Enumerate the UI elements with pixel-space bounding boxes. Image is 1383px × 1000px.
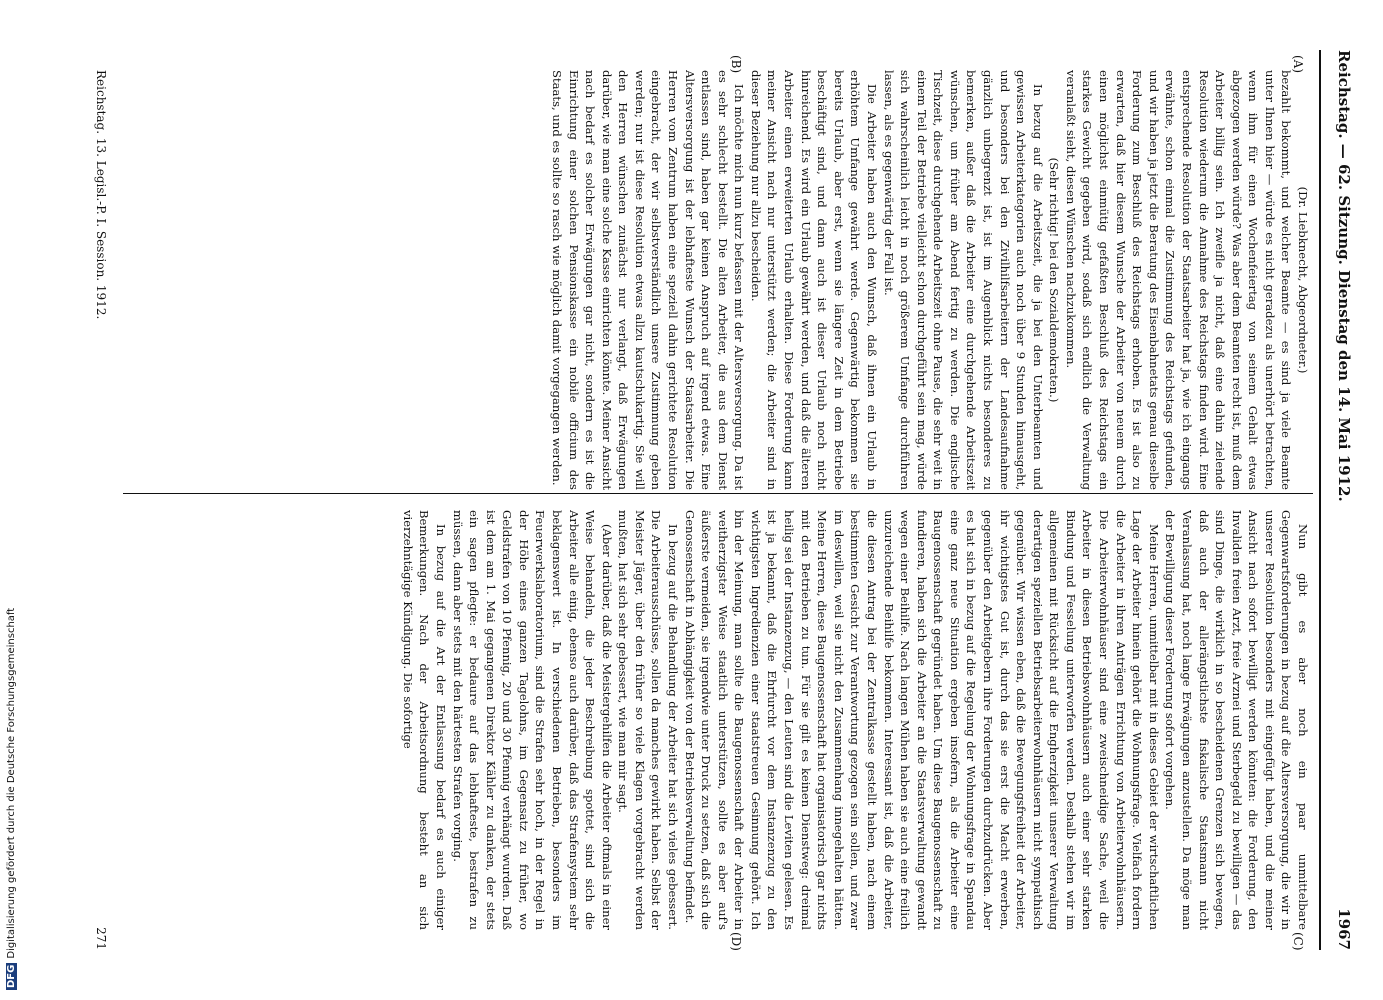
header-rule	[1319, 50, 1321, 950]
dfg-logo: DFG	[6, 964, 17, 988]
marker-c: (C)	[1291, 932, 1305, 951]
paragraph: (Aber darüber, daß die Meistergehilfen die Arbeiter oftmals in einer Weise behandeln, die jeder Beschreibung spottet, sind sich die Arbeiter alle einig, ebenso auch darüber, daß das Strafensystem sehr beklagenswert ist. In verschiedenen Betrieben, besonders im Feuerwerkslaboratorium, sind die Strafen sehr hoch, in der Regel in der Höhe eines ganzen Tagelohns, im Gegensatz zu früher, wo Geldstrafen von 10 Pfennig, 20 und 30 Pfennig verhängt wurden. Daß ist dem am 1. Mai gegangenen Direktor Kähler zu danken, der stets ein sagen pflegte: er bedaure auf das lebhafteste, bestrafen zu müssen, dann aber stets mit den härtesten Strafen vorging.	[450, 510, 614, 930]
paragraph: In bezug auf die Behandlung der Arbeiter hat sich vieles gebessert. Die Arbeiterausschüsse, sollen da manches gewirkt haben. Selbst der Meister Jäger, über den früher so viele Klagen vorgebracht werden mußten, hat sich sehr gebessert, wie man mir sagt.	[616, 510, 681, 930]
left-column	[126, 70, 1311, 490]
footer-session: Reichstag. 13. Legisl.-P. I. Session. 1912.	[94, 70, 108, 320]
speaker-line: (Dr. Liebknecht, Abgeordneter.)	[1296, 186, 1310, 374]
paragraph: Die Arbeiter haben auch den Wunsch, daß ihnen ein Urlaub in erhöhtem Umfange gewährt werde. Gegenwärtig bekommen sie bereits Urlaub, aber erst, wenn sie längere Zeit in dem Betriebe beschäftigt sind, und dann auch ist dieser Urlaub noch nicht hinreichend. Es wird ein Urlaub gewährt werden, und daß die älteren Arbeiter einen erweiterten Urlaub erhalten. Diese Forderung kann meiner Ansicht nach nur unterstützt werden; die Arbeiter sind in dieser Beziehung nur allzu bescheiden.	[748, 70, 879, 490]
page-number: 1967	[1335, 908, 1353, 950]
funding-note	[6, 590, 20, 990]
marker-d: (D)	[729, 932, 743, 951]
funding-text: Digitalisierung gefördert durch die Deutsche Forschungsgemeinschaft	[6, 607, 17, 959]
paragraph: Meine Herren, unmittelbar mit in dieses Gebiet der wirtschaftlichen Lage der Arbeiter hinein gehört die Wohnungsfrage. Vielfach fordern die Arbeiter in ihren Anträgen Errichtung von Arbeiterwohnhäusern. Die Arbeiterwohnhäuser sind eine zweischneidige Sache, weil die Arbeiter in diesen Betriebswohnhäusern auch einer sehr starken Bindung und Fesselung unterworfen werden. Deshalb stehen wir im allgemeinen mit Rücksicht auf die Engherzigkeit unserer Verwaltung derartigen speziellen Betriebsarbeiterwohnhäusern nicht sympathisch gegenüber. Wir wissen eben, daß die Bewegungsfreiheit der Arbeiter, ihr wichtigstes Gut ist, durch das sie erst die Macht erwerben, gegenüber den Arbeitgebern ihre Forderungen durchzudrücken. Aber es hat sich in bezug auf die Regelung der Wohnungsfrage in Spandau eine ganz neue Situation ergeben insofern, als die Arbeiter eine Baugenossenschaft gegründet haben. Um diese Baugenossenschaft zu fundieren, haben sich die Arbeiter an die Staatsverwaltung gewandt wegen einer Beihilfe. Nach langen Mühen haben sie auch eine freilich unzureichende Beihilfe bekommen. Interessant ist, daß die Arbeiter, die diesen Antrag bei der Zentralkasse gestellt haben, nach einem bestimmten Gesicht zur Verantwortung gezogen sein sollen, und zwar im deswillen, weil sie nicht den Zusammenhang innegehalten hätten. Meine Herren, diese Baugenossenschaft hat organisatorisch gar nichts mit den Betrieben zu tun. Für sie gilt es keinen Dienstweg: dreimal heilig sei der Instanzenzug, — den Leuten sind die Leviten gelesen. Es ist ja bekannt, daß die Ehrfurcht vor dem Instanzenzug zu den wichtigsten Ingredienzien einer staatstreuen Gesinnung gehört. Ich bin der Meinung, man sollte die Baugenossenschaft der Arbeiter in weitherzigster Weise staatlich unterstützen, sollte es aber auf's äußerste vermeiden, sie irgendwie unter Druck zu setzen, daß sich die Genossenschaft in Abhängigkeit von der Betriebsverwaltung befindet.	[682, 510, 1161, 930]
page-header	[1323, 50, 1353, 950]
right-column	[126, 510, 1311, 930]
paragraph: Nun gibt es aber noch ein paar unmittelbare Gegenwartsforderungen in bezug auf die Altersversorgung, die wir in unserer Resolution besonders mit eingefügt haben, und die meiner Ansicht nach sofort bewilligt werden könnten: die Forderung, den Invaliden freien Arzt, freie Arznei und Sterbegeld zu bewilligen — das sind Dinge, die wirklich in so bescheidenen Grenzen sich bewegen, daß auch der allerängstlichste fiskalische Staatsmann nicht Veranlassung hat, noch lange Erwägungen anzustellen. Da möge man der Bewilligung dieser Forderung sofort vorgehen.	[1163, 510, 1310, 930]
footer-page: 271	[94, 927, 108, 950]
marker-b: (B)	[729, 55, 743, 74]
column-rule	[123, 493, 1313, 494]
page-footer	[88, 70, 108, 950]
running-head: Reichstag. — 62. Sitzung. Dienstag den 14. Mai 1912.	[1335, 50, 1353, 502]
paragraph: In bezug auf die Arbeitszeit, die ja bei den Unterbeamten und gewissen Arbeiterkategorien auch noch über 9 Stunden hinausgeht, und besonders bei den Zivilhilfsarbeitern der Landesaufnahme gänzlich unbegrenzt ist, ist im Augenblick nichts besonderes zu bemerken, außer daß die Arbeiter eine durchgehende Arbeitszeit wünschen, um früher am Abend fertig zu werden. Die englische Tischzeit, diese durchgehende Arbeitszeit ohne Pause, die sehr weit in einem Teil der Betriebe vielleicht schon durchgeführt sein mag, würde sich wahrscheinlich leicht in noch größerem Umfange durchführen lassen, als es gegenwärtig der Fall ist.	[881, 70, 1045, 490]
paragraph: Ich möchte mich nun kurz befassen mit der Altersversorgung. Da ist es sehr schlecht bestellt. Die alten Arbeiter, die aus dem Dienst entlassen sind, haben gar keinen Anspruch auf irgend etwas. Eine Altersversorgung ist der lebhafteste Wunsch der Staatsarbeiter. Die Herren vom Zentrum haben eine speziell dahin gerichtete Resolution eingebracht, der wir selbstverständlich unsere Zustimmung geben werden; nur ist diese Resolution etwas allzu kautschukartig. Sie will den Herren wünschen zunächst nur verlangt, daß Erwägungen darüber, wie man eine solche Kasse einrichten könnte. Meiner Ansicht nach bedarf es solcher Erwägungen gar nicht, sondern es ist die Einrichtung einer solchen Pensionskasse ein nobile officium des Staats, und es sollte so rasch wie möglich damit vorgegangen werden.	[549, 70, 747, 490]
interjection: (Sehr richtig! bei den Sozialdemokraten.)	[1047, 157, 1062, 403]
paragraph: In bezug auf die Art der Entlassung bedarf es auch einiger Bemerkungen. Nach der Arbeitsordnung besteht an sich vierzehntägige Kündigung. Die sofortige	[400, 510, 448, 930]
marker-a: (A)	[1291, 55, 1305, 74]
paragraph: bezahlt bekommt, und welcher Beamte — es sind ja viele Beamte unter Ihnen hier — würde es nicht geradezu als unerhört betrachten, wenn ihm für einen Wochenfeiertag von seinem Gehalt etwas abgezogen werden würde? Was aber dem Beamten recht ist, muß dem Arbeiter billig sein. Ich zweifle ja nicht, daß eine dahin zielende Resolution wiederum die Annahme des Reichstags finden wird. Eine entsprechende Resolution der Staatsarbeiter hat ja, wie ich eingangs erwähnte, schon einmal die Zustimmung des Reichstags gefunden, und wir haben ja jetzt die Beratung des Eisenbahnetats genau dieselbe Forderung zum Beschluß des Reichstags erhoben. Es ist also zu erwarten, daß hier diesem Wunsche der Arbeiter von neuem durch einen möglichst einmütig gefaßten Beschluß des Reichstags ein starkes Gewicht gegeben wird, sodaß sich endlich die Verwaltung veranlaßt sieht, diesen Wünschen nachzukommen.	[1063, 70, 1294, 490]
